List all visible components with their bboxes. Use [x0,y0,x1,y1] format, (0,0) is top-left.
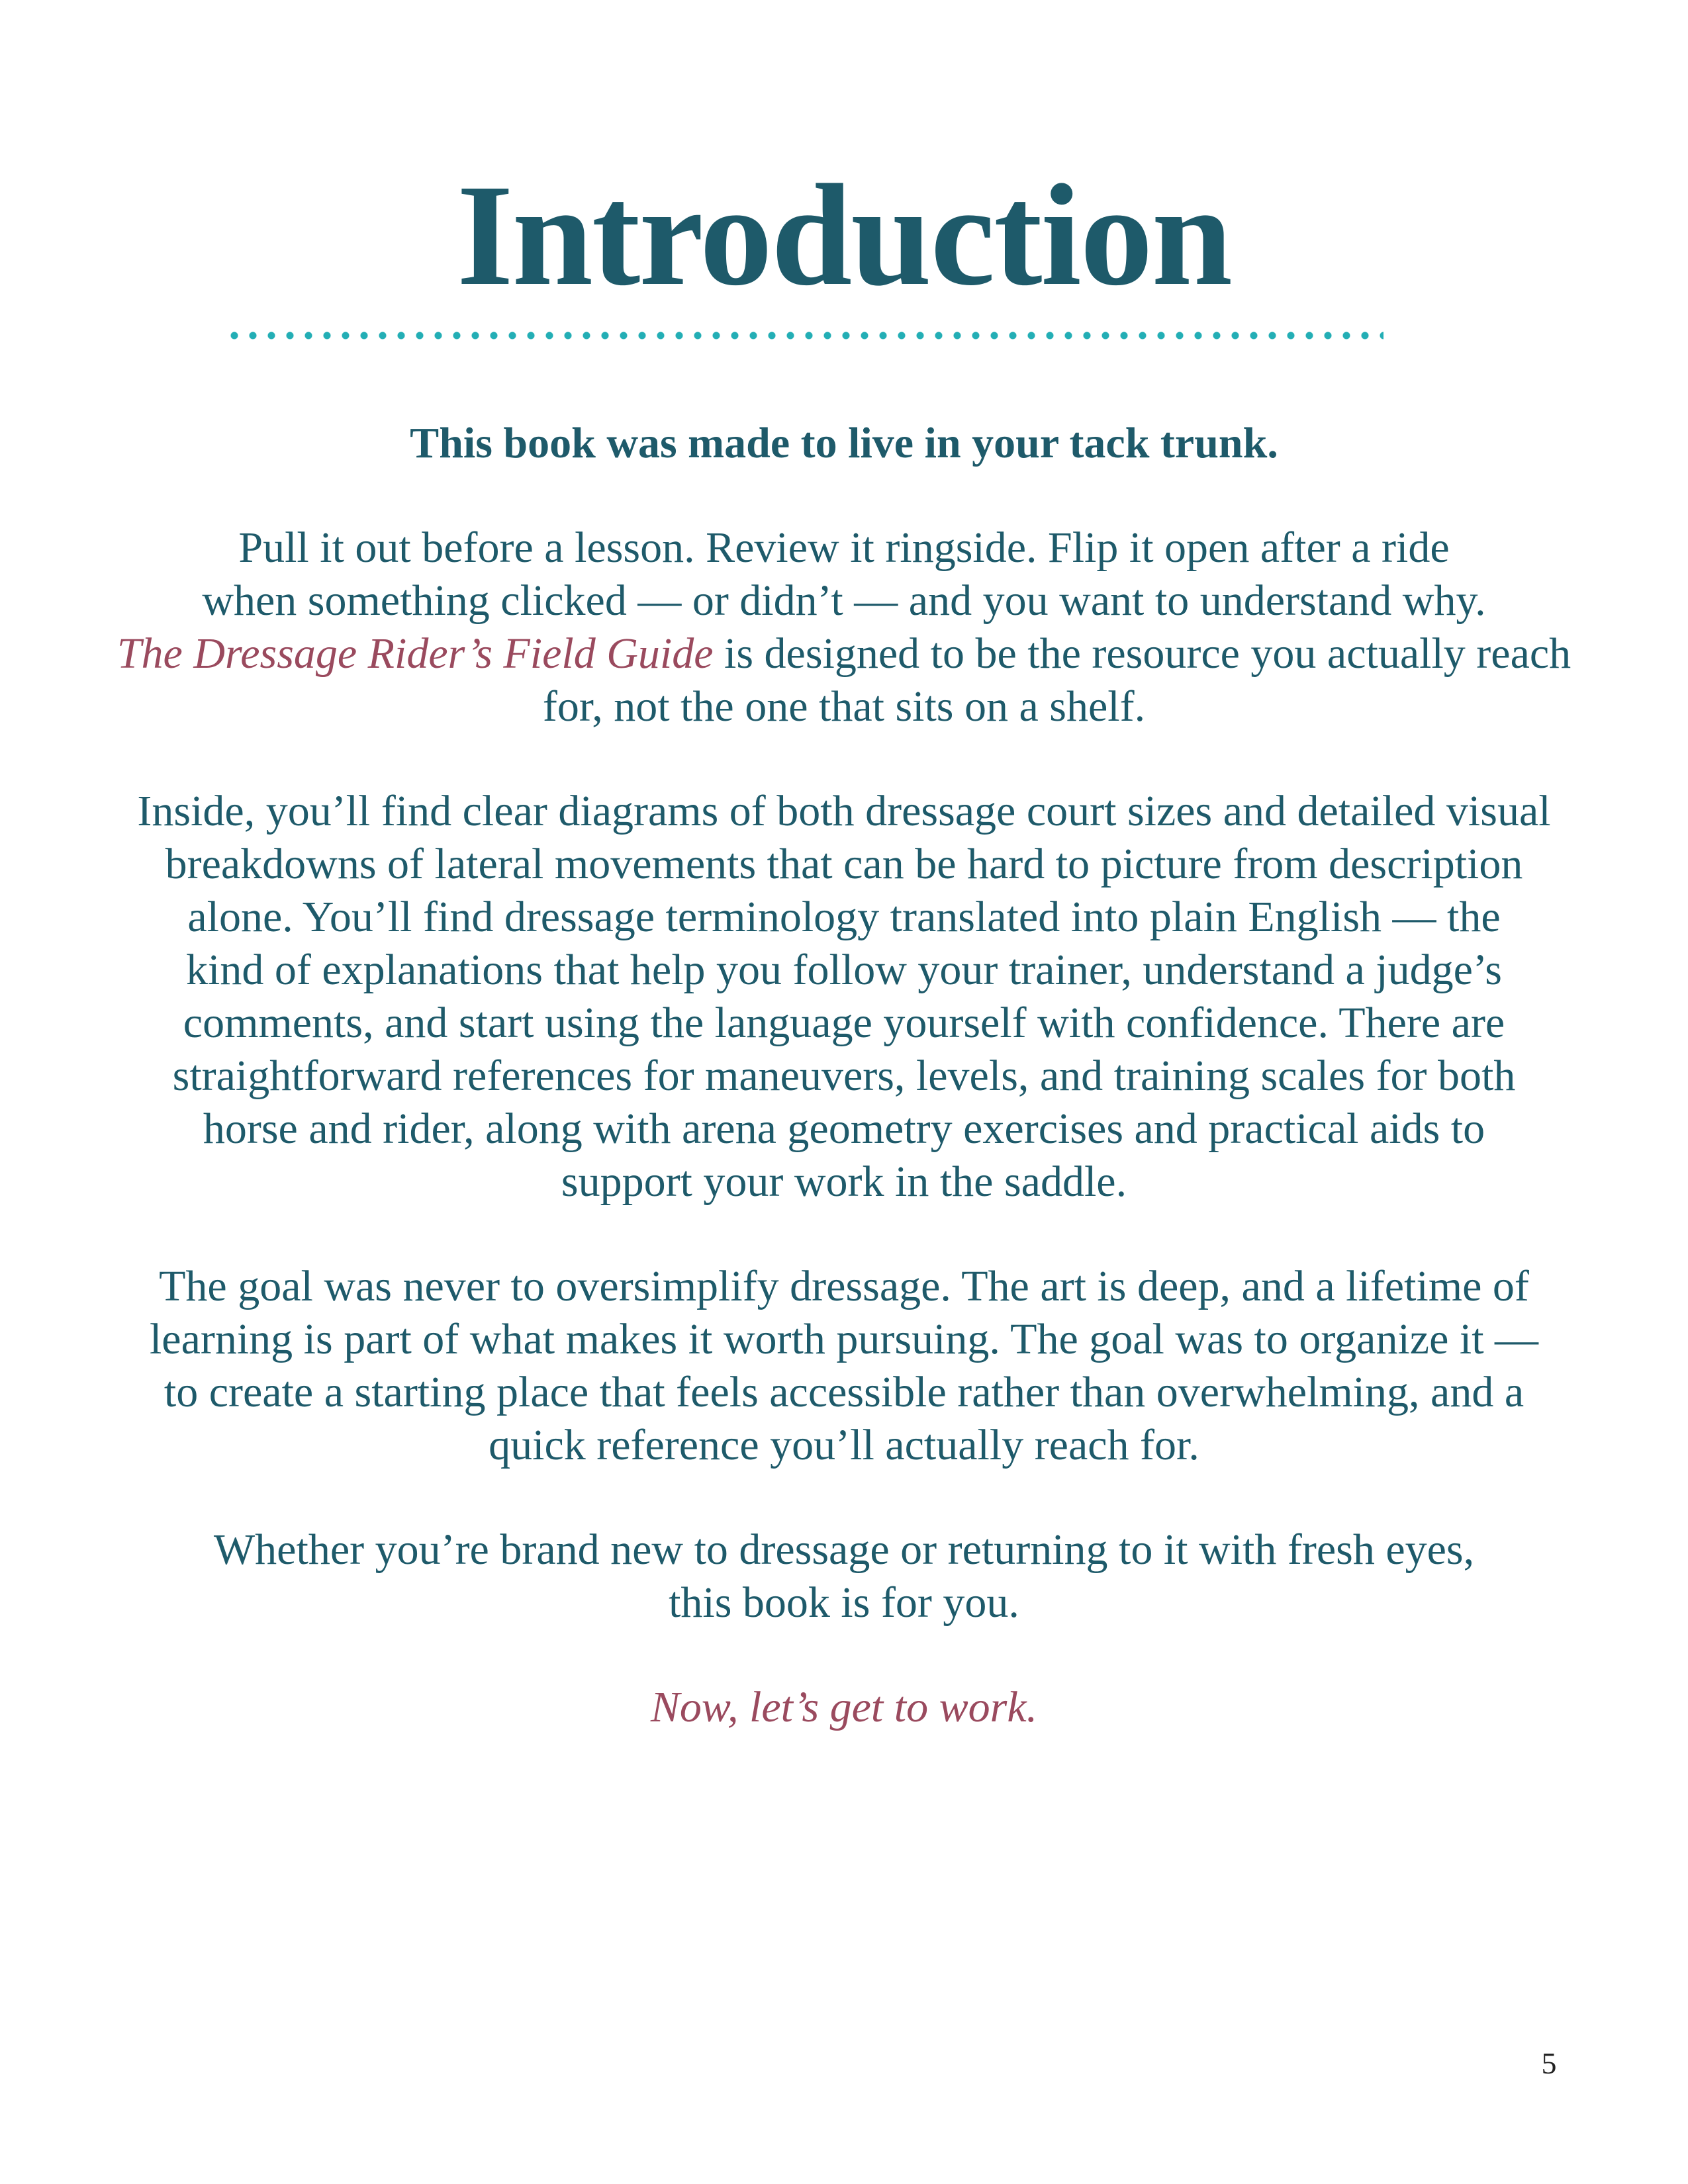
body-text [99,417,1589,1786]
paragraph-2-line: alone. You’ll find dressage terminology translated into plain English — the [187,893,1501,941]
paragraph-2-line: kind of explanations that help you follow your trainer, understand a judge’s [186,946,1502,994]
paragraph-3-line: to create a starting place that feels accessible rather than overwhelming, and a [164,1368,1524,1416]
paragraph-1-line [99,627,1589,680]
paragraph-1 [99,522,1589,733]
paragraph-3 [99,1260,1589,1472]
paragraph-3-line: The goal was never to oversimplify dressage. The art is deep, and a lifetime of [159,1262,1529,1310]
book-title: The Dressage Rider’s Field Guide [117,629,714,678]
paragraph-1-text: is designed to be the resource you actually reach [713,629,1571,678]
paragraph-4-line: this book is for you. [669,1578,1019,1627]
paragraph-2-line: horse and rider, along with arena geometry exercises and practical aids to [203,1105,1485,1153]
paragraph-2-line: Inside, you’ll find clear diagrams of both dressage court sizes and detailed visual [137,787,1551,835]
paragraph-2-line: breakdowns of lateral movements that can be hard to picture from description [165,840,1523,888]
paragraph-1-line: for, not the one that sits on a shelf. [542,682,1146,731]
closing-line: Now, let’s get to work. [650,1683,1038,1731]
paragraph-2 [99,785,1589,1208]
lead-sentence: This book was made to live in your tack trunk. [410,419,1278,467]
paragraph-3-line: learning is part of what makes it worth pursuing. The goal was to organize it — [149,1315,1539,1363]
page-number: 5 [1541,2046,1557,2080]
paragraph-2-line: straightforward references for maneuvers, levels, and training scales for both [172,1052,1516,1100]
paragraph-3-line: quick reference you’ll actually reach for. [489,1421,1199,1469]
paragraph-4-line: Whether you’re brand new to dressage or returning to it with fresh eyes, [213,1525,1475,1574]
paragraph-1-line: Pull it out before a lesson. Review it ringside. Flip it open after a ride [238,523,1450,572]
paragraph-2-line: support your work in the saddle. [561,1158,1127,1206]
paragraph-2-line: comments, and start using the language yourself with confidence. There are [183,999,1505,1047]
paragraph-1-line: when something clicked — or didn’t — and you want to understand why. [202,576,1486,625]
dotted-divider [225,331,1383,340]
paragraph-4 [99,1524,1589,1629]
page-title: Introduction [457,154,1231,316]
